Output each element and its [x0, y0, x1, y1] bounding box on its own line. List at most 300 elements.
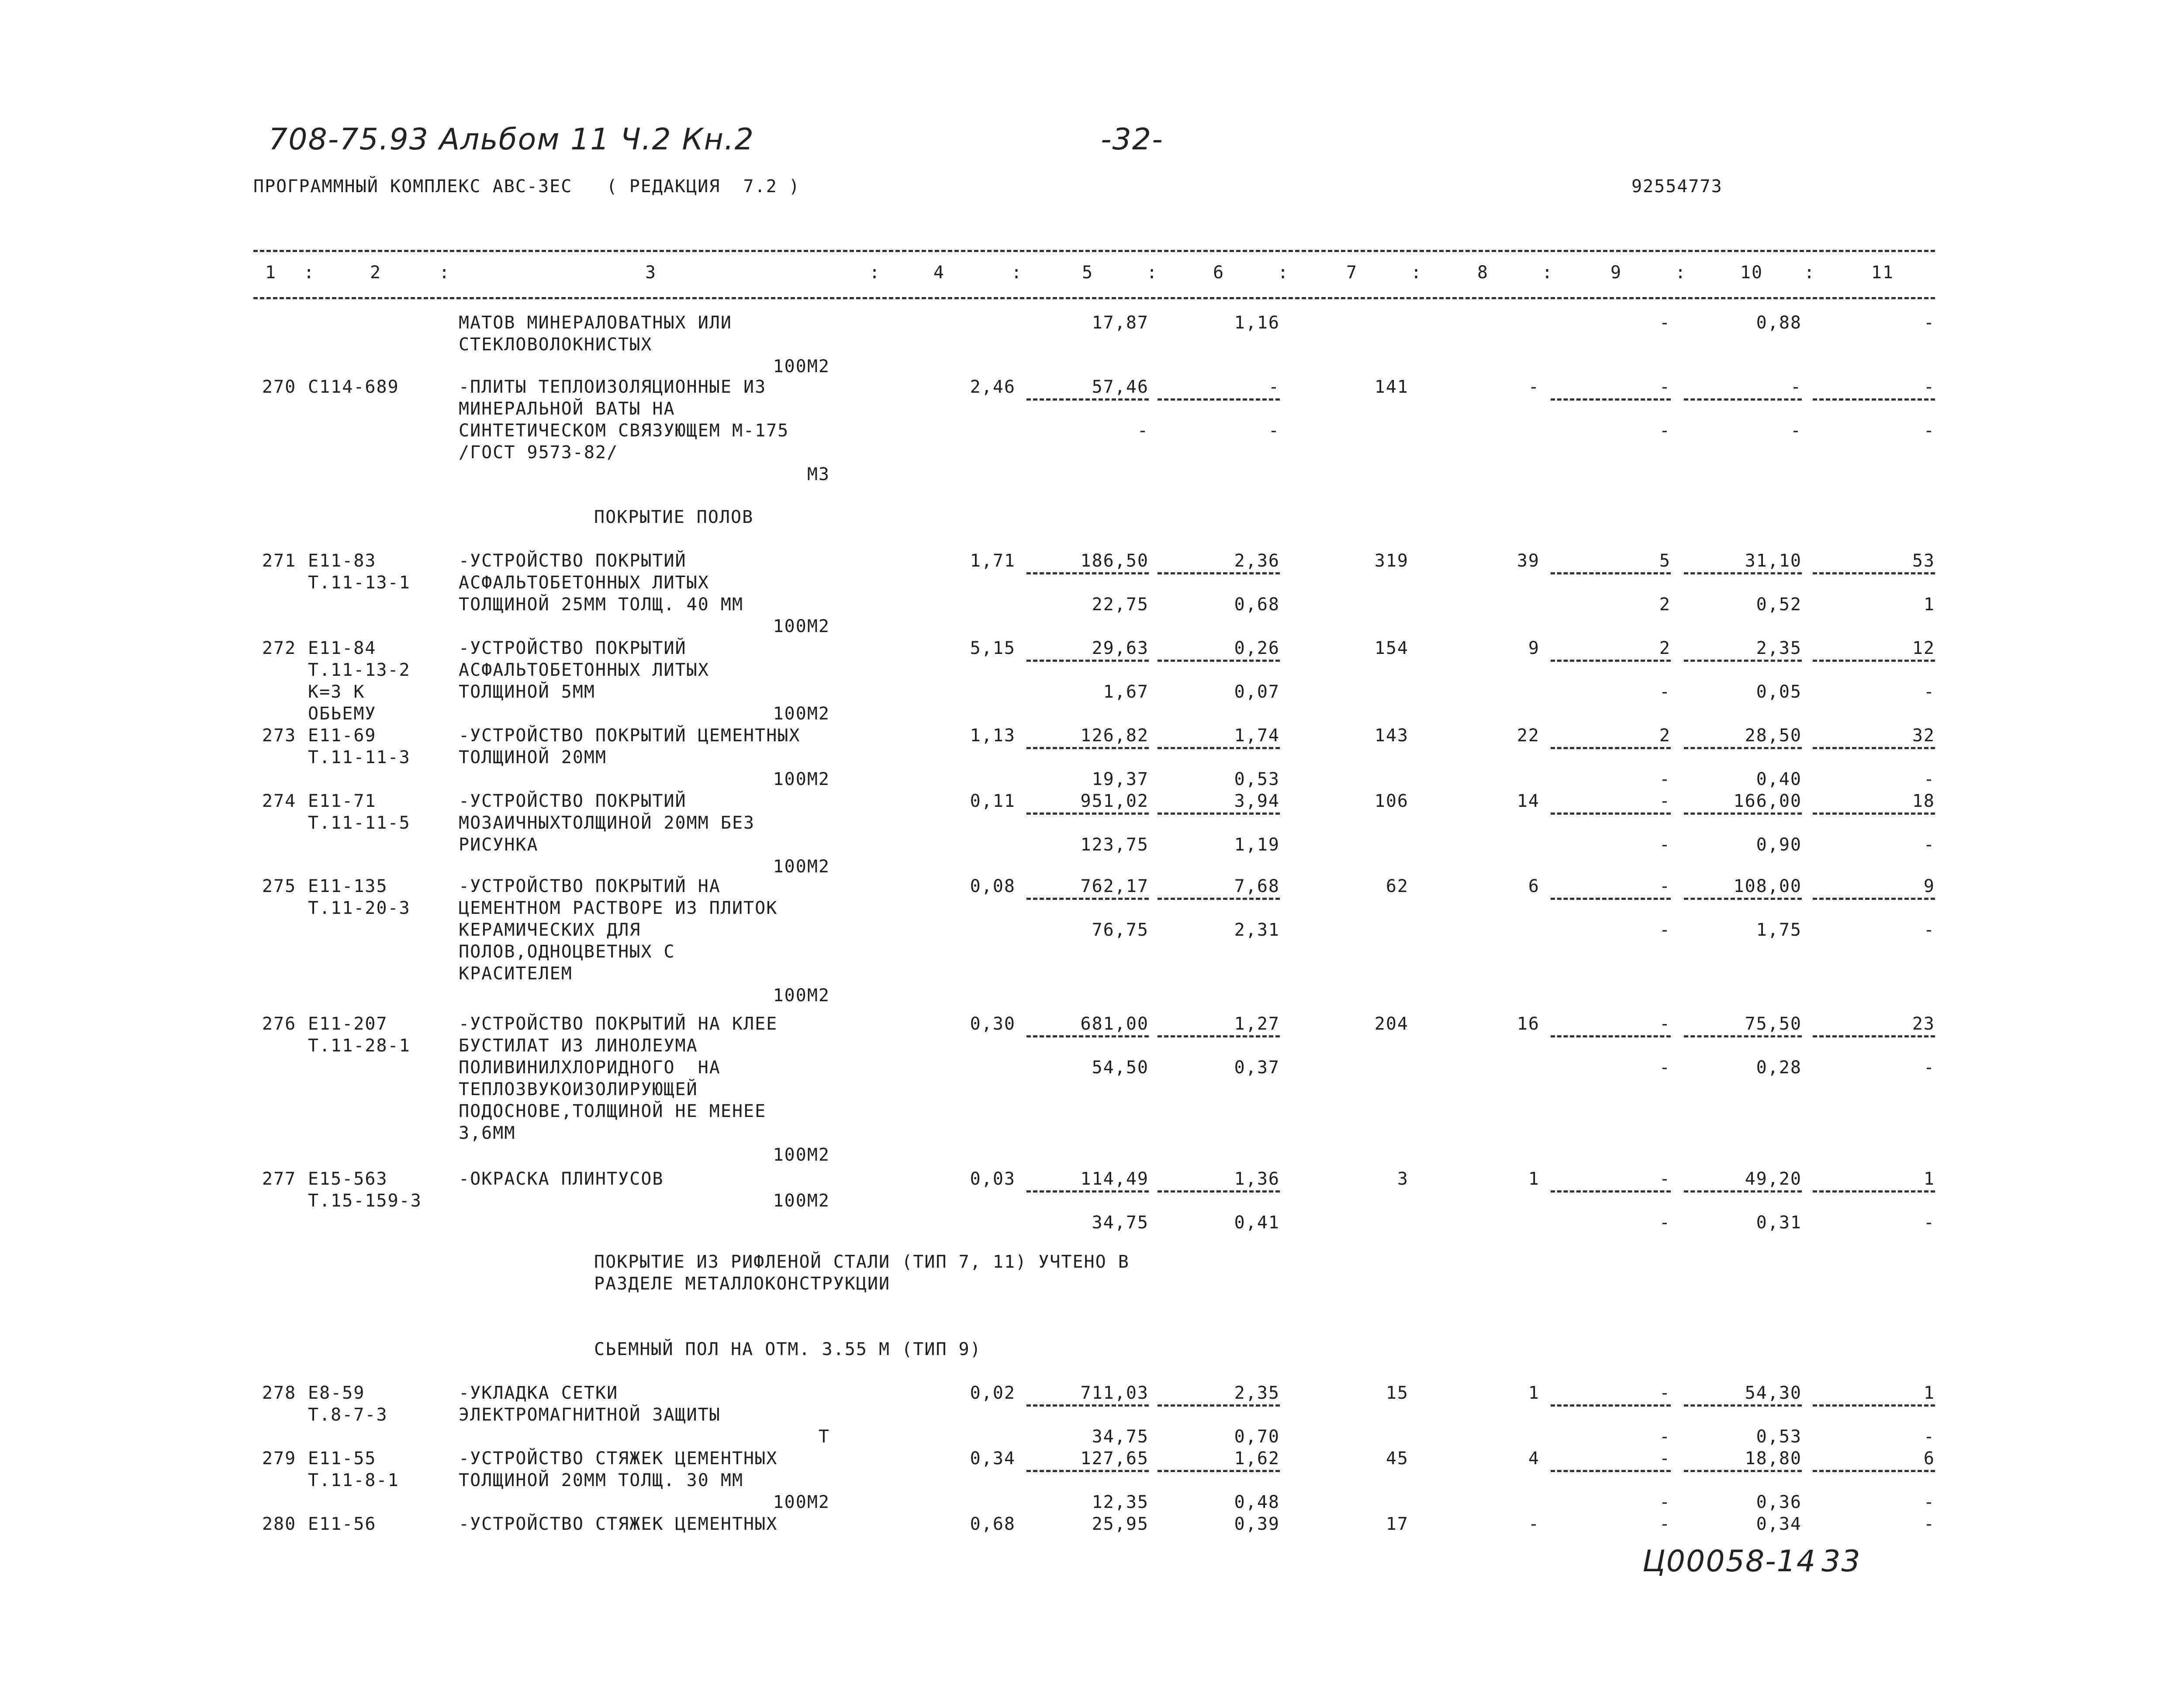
value-c9: -	[1659, 791, 1671, 811]
subtotal-rule	[1813, 660, 1935, 662]
subtotal-rule	[1026, 398, 1149, 401]
subtotal-rule	[1158, 898, 1280, 900]
subvalue-c6: 2,31	[1234, 920, 1280, 940]
value-c8: -	[1528, 1514, 1540, 1534]
subvalue-c11: -	[1923, 769, 1935, 789]
value-c5: 186,50	[1080, 551, 1149, 571]
value-c7: 17	[1386, 1514, 1409, 1534]
subtotal-rule	[1158, 572, 1280, 574]
column-header-2: 2	[370, 263, 382, 283]
column-header-7: 7	[1346, 263, 1358, 283]
subvalue-c6: 0,37	[1234, 1058, 1280, 1078]
subtotal-rule	[1026, 1035, 1149, 1037]
value-c6: 7,68	[1234, 876, 1280, 896]
value-c9: -	[1659, 1169, 1671, 1189]
row-number: 275	[262, 876, 297, 896]
column-separator: :	[1675, 263, 1687, 283]
row-description: ТОЛЩИНОЙ 20ММ ТОЛЩ. 30 ММ	[459, 1470, 744, 1490]
row-code: Т.11-8-1	[308, 1470, 399, 1490]
subvalue-c11: 1	[1923, 595, 1935, 615]
sheet-handwritten: 33	[1821, 1544, 1861, 1579]
subtotal-rule	[1551, 898, 1671, 900]
value-c8: 6	[1528, 876, 1540, 896]
value-c11: 6	[1923, 1449, 1935, 1469]
value-c9: 2	[1659, 638, 1671, 658]
subvalue-c10: 0,36	[1756, 1492, 1802, 1512]
subvalue-c9: -	[1659, 835, 1671, 855]
subvalue-c10: 0,28	[1756, 1058, 1802, 1078]
subtotal-rule	[1158, 660, 1280, 662]
subtotal-rule	[1551, 660, 1671, 662]
subtotal-rule	[1026, 1470, 1149, 1472]
value-c6: 1,27	[1234, 1014, 1280, 1034]
subtotal-rule	[1026, 1404, 1149, 1407]
column-separator: :	[1411, 263, 1423, 283]
subvalue-c6: 0,70	[1234, 1427, 1280, 1447]
value-c5: 25,95	[1092, 1514, 1149, 1534]
row-number: 279	[262, 1449, 297, 1469]
row-description: МОЗАИЧНЫХТОЛЩИНОЙ 20ММ БЕЗ	[459, 813, 755, 833]
program-line: ПРОГРАММНЫЙ КОМПЛЕКС АВС-3ЕС ( РЕДАКЦИЯ 7.2 )	[253, 176, 800, 197]
subvalue-c9: 2	[1659, 595, 1671, 615]
subvalue-c9: -	[1659, 769, 1671, 789]
subtotal-rule	[1026, 572, 1149, 574]
row-description: КРАСИТЕЛЕМ	[459, 964, 573, 984]
value-c11: 1	[1923, 1383, 1935, 1403]
row-number: 276	[262, 1014, 297, 1034]
row-number: 278	[262, 1383, 297, 1403]
subtotal-rule	[1684, 398, 1802, 401]
subtotal-rule	[1158, 1190, 1280, 1193]
subvalue-c6: 0,41	[1234, 1213, 1280, 1233]
row-unit: 100М2	[773, 704, 830, 724]
row-description: -УСТРОЙСТВО СТЯЖЕК ЦЕМЕНТНЫХ	[459, 1449, 778, 1469]
row-description: КЕРАМИЧЕСКИХ ДЛЯ	[459, 920, 641, 940]
column-separator: :	[439, 263, 451, 283]
row-code: Т.11-28-1	[308, 1036, 411, 1056]
value-c7: 143	[1374, 726, 1409, 746]
row-description: АСФАЛЬТОБЕТОННЫХ ЛИТЫХ	[459, 573, 709, 593]
value-c6: 3,94	[1234, 791, 1280, 811]
value-c10: -	[1790, 377, 1802, 397]
row-code: Е11-71	[308, 791, 377, 811]
value-c8: 9	[1528, 638, 1540, 658]
value-c10: 2,35	[1756, 638, 1802, 658]
subtotal-rule	[1684, 1470, 1802, 1472]
row-code: Т.11-13-2	[308, 660, 411, 680]
subvalue-c9: -	[1659, 1492, 1671, 1512]
row-unit: 100М2	[773, 1145, 830, 1165]
row-code: Е11-55	[308, 1449, 377, 1469]
subtotal-rule	[1026, 898, 1149, 900]
subtotal-rule	[1813, 572, 1935, 574]
row-description: -УСТРОЙСТВО ПОКРЫТИЙ НА КЛЕЕ	[459, 1014, 778, 1034]
row-code: Е11-207	[308, 1014, 388, 1034]
value-c4: 1,13	[970, 726, 1016, 746]
subvalue-c5: 123,75	[1080, 835, 1149, 855]
row-number: 273	[262, 726, 297, 746]
value-c11: 18	[1912, 791, 1935, 811]
row-description: -УСТРОЙСТВО ПОКРЫТИЙ ЦЕМЕНТНЫХ	[459, 726, 801, 746]
row-number: 272	[262, 638, 297, 658]
subvalue-c9: -	[1659, 1427, 1671, 1447]
row-description: АСФАЛЬТОБЕТОННЫХ ЛИТЫХ	[459, 660, 709, 680]
value-c6: 2,36	[1234, 551, 1280, 571]
row-unit: М3	[807, 464, 830, 484]
value-c10: 28,50	[1745, 726, 1802, 746]
row-unit: 100М2	[773, 356, 830, 377]
subvalue-c6: 0,07	[1234, 682, 1280, 702]
subvalue-c10: 0,90	[1756, 835, 1802, 855]
row-code: Е11-69	[308, 726, 377, 746]
subvalue-c5: 22,75	[1092, 595, 1149, 615]
row-description: -УСТРОЙСТВО ПОКРЫТИЙ НА	[459, 876, 721, 896]
row-description: ЦЕМЕНТНОМ РАСТВОРЕ ИЗ ПЛИТОК	[459, 898, 778, 918]
row-code: Е15-563	[308, 1169, 388, 1189]
row-description: ТЕПЛОЗВУКОИЗОЛИРУЮЩЕЙ	[459, 1079, 698, 1099]
value-c4: 0,68	[970, 1514, 1016, 1534]
subtotal-rule	[1684, 747, 1802, 749]
column-header-4: 4	[933, 263, 945, 283]
value-c10: 75,50	[1745, 1014, 1802, 1034]
subvalue-c10: 0,05	[1756, 682, 1802, 702]
row-code: Т.11-11-5	[308, 813, 411, 833]
value-c9: -	[1659, 876, 1671, 896]
subvalue-c5: 12,35	[1092, 1492, 1149, 1512]
row-unit: Т	[818, 1427, 830, 1447]
value-c11: -	[1923, 313, 1935, 333]
subtotal-rule	[1026, 812, 1149, 815]
row-description: МАТОВ МИНЕРАЛОВАТНЫХ ИЛИ	[459, 313, 732, 333]
subvalue-c11: -	[1923, 1427, 1935, 1447]
row-description: -ПЛИТЫ ТЕПЛОИЗОЛЯЦИОННЫЕ ИЗ	[459, 377, 767, 397]
value-c11: 32	[1912, 726, 1935, 746]
row-unit: 100М2	[773, 1191, 830, 1211]
row-description: СИНТЕТИЧЕСКОМ СВЯЗУЮЩЕМ М-175	[459, 421, 789, 441]
column-separator: :	[1542, 263, 1554, 283]
value-c5: 681,00	[1080, 1014, 1149, 1034]
value-c10: 49,20	[1745, 1169, 1802, 1189]
subtotal-rule	[1158, 747, 1280, 749]
value-c8: 16	[1517, 1014, 1540, 1034]
subvalue-c10: 0,40	[1756, 769, 1802, 789]
subvalue-c5: 1,67	[1103, 682, 1149, 702]
value-c10: 31,10	[1745, 551, 1802, 571]
column-header-11: 11	[1871, 263, 1894, 283]
value-c5: 114,49	[1080, 1169, 1149, 1189]
subvalue-c10: 0,52	[1756, 595, 1802, 615]
inventory-handwritten: Ц00058-14	[1642, 1544, 1817, 1579]
row-description: ПОДОСНОВЕ,ТОЛЩИНОЙ НЕ МЕНЕЕ	[459, 1101, 767, 1121]
value-c4: 1,71	[970, 551, 1016, 571]
section-title-steel-2: РАЗДЕЛЕ МЕТАЛЛОКОНСТРУКЦИИ	[594, 1274, 891, 1294]
subtotal-rule	[1684, 1190, 1802, 1193]
value-c9: -	[1659, 1514, 1671, 1534]
value-c6: 0,39	[1234, 1514, 1280, 1534]
subvalue-c9: -	[1659, 421, 1671, 441]
value-c8: 22	[1517, 726, 1540, 746]
subvalue-c9: -	[1659, 682, 1671, 702]
value-c9: -	[1659, 377, 1671, 397]
row-description: -УСТРОЙСТВО ПОКРЫТИЙ	[459, 791, 687, 811]
subtotal-rule	[1026, 660, 1149, 662]
row-description: ТОЛЩИНОЙ 20ММ	[459, 747, 607, 768]
row-unit: 100М2	[773, 857, 830, 877]
subtotal-rule	[1813, 398, 1935, 401]
value-c5: 126,82	[1080, 726, 1149, 746]
subvalue-c10: 0,53	[1756, 1427, 1802, 1447]
subvalue-c6: -	[1268, 421, 1280, 441]
subtotal-rule	[1813, 1470, 1935, 1472]
row-description: МИНЕРАЛЬНОЙ ВАТЫ НА	[459, 399, 675, 419]
row-code: Е8-59	[308, 1383, 365, 1403]
value-c4: 0,11	[970, 791, 1016, 811]
subtotal-rule	[1551, 812, 1671, 815]
section-title-removable: СЬЕМНЫЙ ПОЛ НА ОТМ. 3.55 М (ТИП 9)	[594, 1339, 981, 1359]
value-c7: 319	[1374, 551, 1409, 571]
value-c5: 29,63	[1092, 638, 1149, 658]
doc-code: 92554773	[1631, 176, 1723, 197]
subvalue-c10: 0,31	[1756, 1213, 1802, 1233]
row-number: 280	[262, 1514, 297, 1534]
row-code: Е11-84	[308, 638, 377, 658]
row-code: Е11-135	[308, 876, 388, 896]
value-c10: 108,00	[1733, 876, 1802, 896]
row-code: Т.11-20-3	[308, 898, 411, 918]
value-c11: 23	[1912, 1014, 1935, 1034]
row-description: ПОЛОВ,ОДНОЦВЕТНЫХ С	[459, 942, 675, 962]
column-separator: :	[869, 263, 881, 283]
row-code: С114-689	[308, 377, 399, 397]
value-c10: 18,80	[1745, 1449, 1802, 1469]
subtotal-rule	[1551, 747, 1671, 749]
value-c6: 1,36	[1234, 1169, 1280, 1189]
value-c10: 0,34	[1756, 1514, 1802, 1534]
column-separator: :	[1278, 263, 1289, 283]
value-c11: -	[1923, 1514, 1935, 1534]
row-code: ОБЬЕМУ	[308, 704, 377, 724]
value-c7: 3	[1397, 1169, 1409, 1189]
subvalue-c5: 76,75	[1092, 920, 1149, 940]
subtotal-rule	[1684, 660, 1802, 662]
value-c4: 0,03	[970, 1169, 1016, 1189]
value-c7: 62	[1386, 876, 1409, 896]
row-code: К=3 К	[308, 682, 365, 702]
value-c5: 57,46	[1092, 377, 1149, 397]
column-separator: :	[304, 263, 315, 283]
row-description: -УСТРОЙСТВО ПОКРЫТИЙ	[459, 551, 687, 571]
header-rule-top	[253, 250, 1935, 252]
row-unit: 100М2	[773, 616, 830, 636]
row-unit: 100М2	[773, 1492, 830, 1512]
row-number: 274	[262, 791, 297, 811]
value-c7: 106	[1374, 791, 1409, 811]
row-description: СТЕКЛОВОЛОКНИСТЫХ	[459, 335, 653, 355]
value-c4: 0,08	[970, 876, 1016, 896]
value-c11: 9	[1923, 876, 1935, 896]
row-description: -УСТРОЙСТВО СТЯЖЕК ЦЕМЕНТНЫХ	[459, 1514, 778, 1534]
row-code: Е11-83	[308, 551, 377, 571]
row-code: Т.11-13-1	[308, 573, 411, 593]
value-c8: 1	[1528, 1169, 1540, 1189]
subvalue-c9: -	[1659, 1213, 1671, 1233]
subvalue-c11: -	[1923, 835, 1935, 855]
value-c5: 951,02	[1080, 791, 1149, 811]
value-c10: 54,30	[1745, 1383, 1802, 1403]
value-c9: -	[1659, 1014, 1671, 1034]
value-c6: 0,26	[1234, 638, 1280, 658]
subtotal-rule	[1158, 398, 1280, 401]
subtotal-rule	[1158, 1470, 1280, 1472]
row-description: РИСУНКА	[459, 835, 539, 855]
subtotal-rule	[1684, 1035, 1802, 1037]
subtotal-rule	[1026, 1190, 1149, 1193]
row-unit: 100М2	[773, 985, 830, 1006]
subtotal-rule	[1551, 1190, 1671, 1193]
value-c5: 127,65	[1080, 1449, 1149, 1469]
value-c4: 5,15	[970, 638, 1016, 658]
value-c7: 204	[1374, 1014, 1409, 1034]
column-separator: :	[1804, 263, 1816, 283]
value-c5: 17,87	[1092, 313, 1149, 333]
row-code: Е11-56	[308, 1514, 377, 1534]
value-c11: 12	[1912, 638, 1935, 658]
subtotal-rule	[1813, 1190, 1935, 1193]
subtotal-rule	[1684, 898, 1802, 900]
row-number: 270	[262, 377, 297, 397]
value-c8: 4	[1528, 1449, 1540, 1469]
row-description: БУСТИЛАТ ИЗ ЛИНОЛЕУМА	[459, 1036, 698, 1056]
section-title-steel-1: ПОКРЫТИЕ ИЗ РИФЛЕНОЙ СТАЛИ (ТИП 7, 11) УЧТЕНО В	[594, 1252, 1130, 1272]
row-description: 3,6ММ	[459, 1123, 516, 1143]
subvalue-c6: 0,68	[1234, 595, 1280, 615]
row-number: 271	[262, 551, 297, 571]
subvalue-c9: -	[1659, 1058, 1671, 1078]
subtotal-rule	[1158, 1404, 1280, 1407]
row-description: /ГОСТ 9573-82/	[459, 443, 619, 463]
column-header-6: 6	[1213, 263, 1225, 283]
subtotal-rule	[1813, 812, 1935, 815]
subvalue-c6: 0,48	[1234, 1492, 1280, 1512]
value-c4: 0,34	[970, 1449, 1016, 1469]
subtotal-rule	[1026, 747, 1149, 749]
subvalue-c10: -	[1790, 421, 1802, 441]
subtotal-rule	[1551, 1404, 1671, 1407]
subvalue-c6: 1,19	[1234, 835, 1280, 855]
subvalue-c11: -	[1923, 1058, 1935, 1078]
value-c7: 154	[1374, 638, 1409, 658]
value-c6: 2,35	[1234, 1383, 1280, 1403]
value-c10: 0,88	[1756, 313, 1802, 333]
column-header-9: 9	[1610, 263, 1622, 283]
value-c11: -	[1923, 377, 1935, 397]
page-number: -32-	[1101, 122, 1164, 157]
subvalue-c5: 54,50	[1092, 1058, 1149, 1078]
subtotal-rule	[1551, 398, 1671, 401]
value-c8: 14	[1517, 791, 1540, 811]
value-c7: 141	[1374, 377, 1409, 397]
subvalue-c11: -	[1923, 1492, 1935, 1512]
value-c11: 1	[1923, 1169, 1935, 1189]
value-c8: 1	[1528, 1383, 1540, 1403]
subtotal-rule	[1813, 1404, 1935, 1407]
subtotal-rule	[1551, 572, 1671, 574]
column-header-1: 1	[265, 263, 277, 283]
row-description: ТОЛЩИНОЙ 25ММ ТОЛЩ. 40 ММ	[459, 595, 744, 615]
value-c9: -	[1659, 1383, 1671, 1403]
value-c4: 2,46	[970, 377, 1016, 397]
value-c6: 1,74	[1234, 726, 1280, 746]
column-separator: :	[1147, 263, 1158, 283]
value-c4: 0,30	[970, 1014, 1016, 1034]
subtotal-rule	[1684, 1404, 1802, 1407]
subvalue-c5: 34,75	[1092, 1213, 1149, 1233]
value-c7: 45	[1386, 1449, 1409, 1469]
subvalue-c11: -	[1923, 682, 1935, 702]
subvalue-c10: 1,75	[1756, 920, 1802, 940]
subtotal-rule	[1813, 747, 1935, 749]
row-number: 277	[262, 1169, 297, 1189]
subvalue-c11: -	[1923, 920, 1935, 940]
column-header-5: 5	[1082, 263, 1094, 283]
row-code: Т.15-159-3	[308, 1191, 422, 1211]
column-separator: :	[1011, 263, 1023, 283]
value-c5: 711,03	[1080, 1383, 1149, 1403]
value-c7: 15	[1386, 1383, 1409, 1403]
subtotal-rule	[1551, 1035, 1671, 1037]
column-header-10: 10	[1740, 263, 1763, 283]
subvalue-c11: -	[1923, 421, 1935, 441]
subvalue-c5: 19,37	[1092, 769, 1149, 789]
value-c9: 2	[1659, 726, 1671, 746]
value-c11: 53	[1912, 551, 1935, 571]
subvalue-c6: 0,53	[1234, 769, 1280, 789]
subvalue-c11: -	[1923, 1213, 1935, 1233]
subtotal-rule	[1158, 812, 1280, 815]
value-c4: 0,02	[970, 1383, 1016, 1403]
value-c8: 39	[1517, 551, 1540, 571]
row-description: ЭЛЕКТРОМАГНИТНОЙ ЗАЩИТЫ	[459, 1405, 721, 1425]
album-handwritten: 708-75.93 Альбом 11 Ч.2 Кн.2	[269, 122, 754, 157]
row-description: ТОЛЩИНОЙ 5ММ	[459, 682, 595, 702]
value-c9: -	[1659, 1449, 1671, 1469]
subvalue-c5: 34,75	[1092, 1427, 1149, 1447]
value-c6: -	[1268, 377, 1280, 397]
value-c6: 1,16	[1234, 313, 1280, 333]
subtotal-rule	[1813, 898, 1935, 900]
section-title-floors: ПОКРЫТИЕ ПОЛОВ	[594, 507, 754, 527]
value-c10: 166,00	[1733, 791, 1802, 811]
header-rule-bottom	[253, 297, 1935, 299]
value-c9: -	[1659, 313, 1671, 333]
column-header-3: 3	[645, 263, 657, 283]
row-description: -УКЛАДКА СЕТКИ	[459, 1383, 619, 1403]
subtotal-rule	[1684, 812, 1802, 815]
row-description: -ОКРАСКА ПЛИНТУСОВ	[459, 1169, 664, 1189]
row-code: Т.8-7-3	[308, 1405, 388, 1425]
row-unit: 100М2	[773, 769, 830, 789]
value-c9: 5	[1659, 551, 1671, 571]
subtotal-rule	[1158, 1035, 1280, 1037]
value-c8: -	[1528, 377, 1540, 397]
subvalue-c9: -	[1659, 920, 1671, 940]
value-c5: 762,17	[1080, 876, 1149, 896]
row-description: ПОЛИВИНИЛХЛОРИДНОГО НА	[459, 1058, 721, 1078]
row-code: Т.11-11-3	[308, 747, 411, 768]
subtotal-rule	[1813, 1035, 1935, 1037]
row-description: -УСТРОЙСТВО ПОКРЫТИЙ	[459, 638, 687, 658]
subtotal-rule	[1684, 572, 1802, 574]
